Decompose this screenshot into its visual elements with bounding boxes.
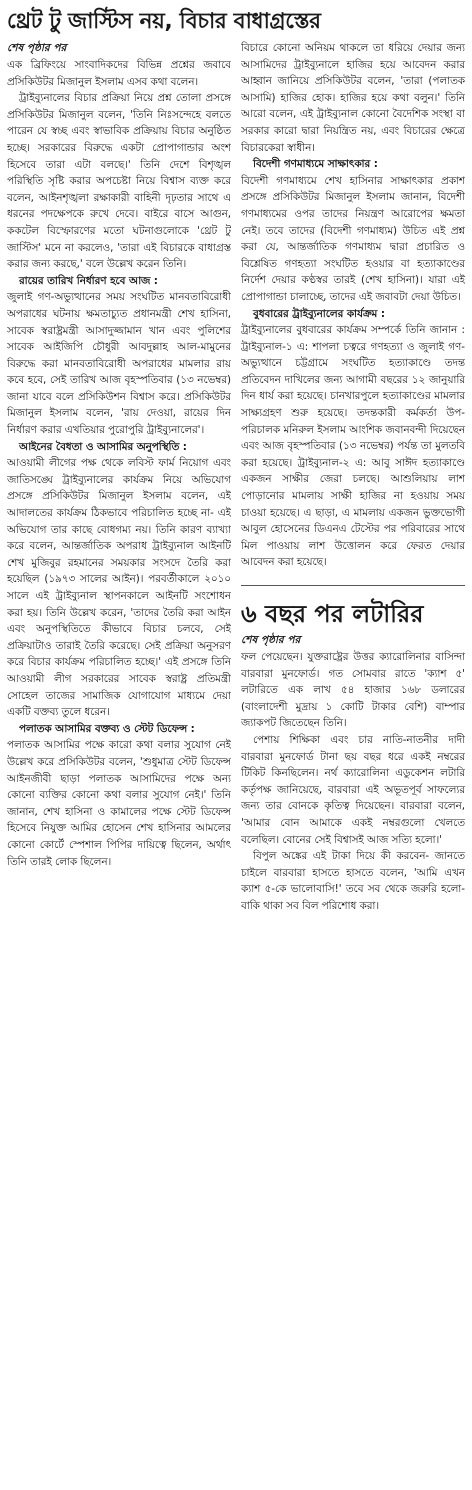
article-paragraph: পেশায় শিক্ষিকা এবং চার নাতি-নাতনীর দাদী বারবারা মুনফোর্ড টানা ছয় বছর ধরে একই নম্বরের টিকিট কিনছিলেন। নর্থ ক্যারোলিনা এডুকেশন লটারি কর্তৃপক্ষ জানিয়েছে, বারবারা এই অভূতপূর্ব সাফল্যের জন্য তার বোনকে কৃতিত্ব দিয়েছেন। বারবারা বলেন, 'আমার বোন আমাকে একই নম্বরগুলো খেলতে বলেছিল। বোনের সেই বিশ্বাসই আজ সত্যি হলো।'	[241, 733, 465, 846]
subheading: পলাতক আসামির বক্তব্য ও স্টেট ডিফেন্স :	[19, 722, 195, 735]
headline: থ্রেট টু জাস্টিস নয়, বিচার বাধাগ্রস্তের	[7, 9, 321, 34]
article-paragraph: বিদেশী গণমাধ্যমে শেখ হাসিনার সাক্ষাৎকার প্রকাশ প্রসঙ্গে প্রসিকিউটর মিজানুল ইসলাম জানান, বিদেশী গণমাধ্যমের ওপর তাদের নিয়ন্ত্রণ আরোপের ক্ষমতা নেই। তবে তাদের (বিদেশী গণমাধ্যম) উচিত এই প্রশ্ন করা যে, আন্তর্জাতিক গণমাধ্যম দ্বারা প্রচারিত ও বিশ্লেষিত গণহত্যা সংঘটিত হওয়ার বা হত্যাকাণ্ডের নির্দেশ দেয়ার কণ্ঠস্বর তারই (শেখ হাসিনা)। যারা এই প্রোপাগান্ডা চালাচ্ছে, তাদের এই জবাবটা দেয়া উচিত।	[241, 174, 465, 303]
article-paragraph: ফল পেয়েছেন। যুক্তরাষ্ট্রের উত্তর ক্যারোলিনার বাসিন্দা বারবারা মুনফোর্ড। গত সোমবার রাতে 'ক্যাশ ৫' লটারিতে এক লাখ ৫৪ হাজার ১৬৮ ডলারের (বাংলাদেশী মুদ্রায় ১ কোটি টাকার বেশি) বাম্পার জ্যাকপট জিতেছেন তিনি।	[241, 651, 465, 730]
subheading: বিদেশী গণমাধ্যমে সাক্ষাৎকার :	[253, 158, 378, 171]
lottery-headline: ৬ বছর পর লটারির	[241, 600, 424, 628]
story-divider	[241, 585, 465, 586]
column-right	[241, 40, 465, 915]
article-paragraph: বিচারে কোনো অনিয়ম থাকলে তা ধরিয়ে দেয়ার জন্য আসামিদের ট্রাইব্যুনালে হাজির হয়ে আবেদন করার আহ্বান জানিয়ে প্রসিকিউটর বলেন, 'তারা (পলাতক আসামি) হাজির হোক। হাজির হয়ে কথা বলুন।' তিনি আরো বলেন, এই ট্রাইব্যুনাল কোনো বৈদেশিক সংস্থা বা সরকার কারো দ্বারা নিয়ন্ত্রিত নয়, এবং বিচারের ক্ষেত্রে বিচারকেরা স্বাধীন।	[241, 42, 465, 154]
subheading: রায়ের তারিখ নির্ধারণ হবে আজ :	[19, 274, 158, 287]
subheading: বুধবারের ট্রাইব্যুনালের কার্যক্রম :	[253, 307, 385, 320]
article-paragraph: পলাতক আসামির পক্ষে কারো কথা বলার সুযোগ নেই উল্লেখ করে প্রসিকিউটর বলেন, 'শুধুমাত্র স্টেট ডিফেন্স আইনজীবী ছাড়া পলাতক আসামিদের পক্ষে অন্য কোনো ব্যক্তির কোনো কথা বলার সুযোগ নেই।' তিনি জানান, শেখ হাসিনা ও কামালের পক্ষে স্টেট ডিফেন্স হিসেবে নিযুক্ত আমির হোসেন শেখ হাসিনার আমলের কোনো কোর্টে স্পেশাল পিপির দায়িত্বে ছিলেন, অর্থাৎ তিনি তারই লোক ছিলেন।	[7, 739, 231, 868]
column-left	[7, 40, 231, 915]
kicker: শেষ পৃষ্ঠার পর	[241, 634, 301, 646]
article-paragraph: ট্রাইব্যুনালের বিচার প্রক্রিয়া নিয়ে প্রশ্ন তোলা প্রসঙ্গে প্রসিকিউটর মিজানুল বলেন, 'তিনি নিঃসন্দেহে বলতে পারেন যে স্বচ্ছ এবং স্বাভাবিক প্রক্রিয়ায় বিচার অনুষ্ঠিত হচ্ছে। সরকারের বিরুদ্ধে একটা প্রোপাগান্ডার অংশ হিসেবে তারা এটা বলছে।' তিনি দেশে বিশৃঙ্খল পরিস্থিতি সৃষ্টি করার অপচেষ্টা নিয়ে বিশ্বাস ব্যক্ত করে বলেন, আইনশৃঙ্খলা রক্ষাকারী বাহিনী দৃঢ়তার সাথে এ ধরনের পদক্ষেপকে রুখে দেবে। বাইরে বাসে আগুন, ককটেল বিস্ফোরণের মতো ঘটনাগুলোকে 'থ্রেট টু জাস্টিস' মনে না করলেও, 'তারা এই বিচারকে বাধাগ্রস্ত করার জন্য করছে,' বলে উল্লেখ করেন তিনি।	[7, 92, 231, 271]
article-paragraph: আওয়ামী লীগের পক্ষ থেকে লবিস্ট ফার্ম নিয়োগ এবং জাতিসঙ্ঘে ট্রাইব্যুনালের কার্যক্রম নিয়ে অভিযোগ প্রসঙ্গে প্রসিকিউটর মিজানুল ইসলাম বলেন, এই আদালতের কার্যক্রম ঠিকভাবে পরিচালিত হচ্ছে না- এই অভিযোগ তার কাছে বোধগম্য নয়। তিনি কারণ ব্যাখ্যা করে বলেন, আন্তর্জাতিক অপরাধ ট্রাইব্যুনাল আইনটি শেখ মুজিবুর রহমানের সময়কার সংসদে তৈরি করা হয়েছিল (১৯৭৩ সালের আইন)। পরবর্তীকালে ২০১০ সালে এই ট্রাইব্যুনাল স্থাপনকালে আইনটি সংশোধন করা হয়। তিনি উল্লেখ করেন, 'তাদের তৈরি করা আইন এবং অনুপস্থিতিতে কীভাবে বিচার চলবে, সেই প্রক্রিয়াটাও তারাই তৈরি করেছে। সেই প্রক্রিয়া অনুসরণ করে বিচার কার্যক্রম পরিচালিত হচ্ছে।' এই প্রসঙ্গে তিনি আওয়ামী লীগ সরকারের সাবেক স্বরাষ্ট্র প্রতিমন্ত্রী সোহেল তাজের সামাজিক যোগাযোগ মাধ্যমে দেয়া একটি বক্তব্য তুলে ধরেন।	[7, 457, 231, 719]
subheading: আইনের বৈধতা ও আসামির অনুপস্থিতি :	[19, 440, 187, 453]
kicker: শেষ পৃষ্ঠার পর	[7, 42, 67, 54]
article-paragraph: জুলাই গণ-অভ্যুত্থানের সময় সংঘটিত মানবতাবিরোধী অপরাধের ঘটনায় ক্ষমতাচ্যুত প্রধানমন্ত্রী শেখ হাসিনা, সাবেক স্বরাষ্ট্রমন্ত্রী আসাদুজ্জামান খান এবং পুলিশের সাবেক আইজিপি চৌধুরী আবদুল্লাহ আল-মামুনের বিরুদ্ধে করা মানবতাবিরোধী অপরাধের মামলার রায় কবে হবে, সেই তারিখ আজ বৃহস্পতিবার (১৩ নভেম্বর) জানা যাবে বলে প্রসিকিউশন বিশ্বাস করে। প্রসিকিউটর মিজানুল ইসলাম বলেন, 'রায় দেওয়া, রায়ের দিন নির্ধারণ করার এখতিয়ার পুরোপুরি ট্রাইব্যুনালের'।	[7, 291, 231, 437]
article-columns	[7, 40, 465, 915]
article-paragraph: বিপুল অঙ্কের এই টাকা দিয়ে কী করবেন- জানতে চাইলে বারবারা হাসতে হাসতে বলেন, 'আমি এখন ক্যাশ ৫-কে ভালোবাসি!' তবে সব থেকে জরুরি হলো- বাকি থাকা সব বিল পরিশোধ করা।	[241, 850, 465, 912]
article-paragraph: এক ব্রিফিংয়ে সাংবাদিকদের বিভিন্ন প্রশ্নের জবাবে প্রসিকিউটর মিজানুল ইসলাম এসব কথা বলেন।	[7, 59, 231, 88]
article-paragraph: ট্রাইব্যুনালের বুধবারের কার্যক্রম সম্পর্কে তিনি জানান : ট্রাইব্যুনাল-১ এ: শাপলা চত্বরে গণহত্যা ও জুলাই গণ-অভ্যুত্থানে চট্টগ্রামে সংঘটিত হত্যাকাণ্ডে তদন্ত প্রতিবেদন দাখিলের জন্য আগামী বছরের ১২ জানুয়ারি দিন ধার্য করা হয়েছে। চানখারপুলে হত্যাকাণ্ডের মামলার সাক্ষ্যগ্রহণ শুরু হয়েছে। তদন্তকারী কর্মকর্তা উপ-পরিচালক মনিরুল ইসলাম আংশিক জবানবন্দী দিয়েছেন এবং আজ বৃহস্পতিবার (১৩ নভেম্বর) পর্যন্ত তা মুলতবি করা হয়েছে। ট্রাইব্যুনাল-২ এ: আবু সাঈদ হত্যাকাণ্ডে একজন সাক্ষীর জেরা চলছে। আশুলিয়ায় লাশ পোড়ানোর মামলায় সাক্ষী হাজির না হওয়ায় সময় চাওয়া হয়েছে। এ ছাড়া, এ মামলায় একজন ভুক্তভোগী আবুল হোসেনের ডিএনএ টেস্টের পর পরিবারের সাথে মিল পাওয়ায় লাশ উত্তোলন করে ফেরত দেয়ার আবেদন করা হয়েছে।	[241, 324, 465, 569]
